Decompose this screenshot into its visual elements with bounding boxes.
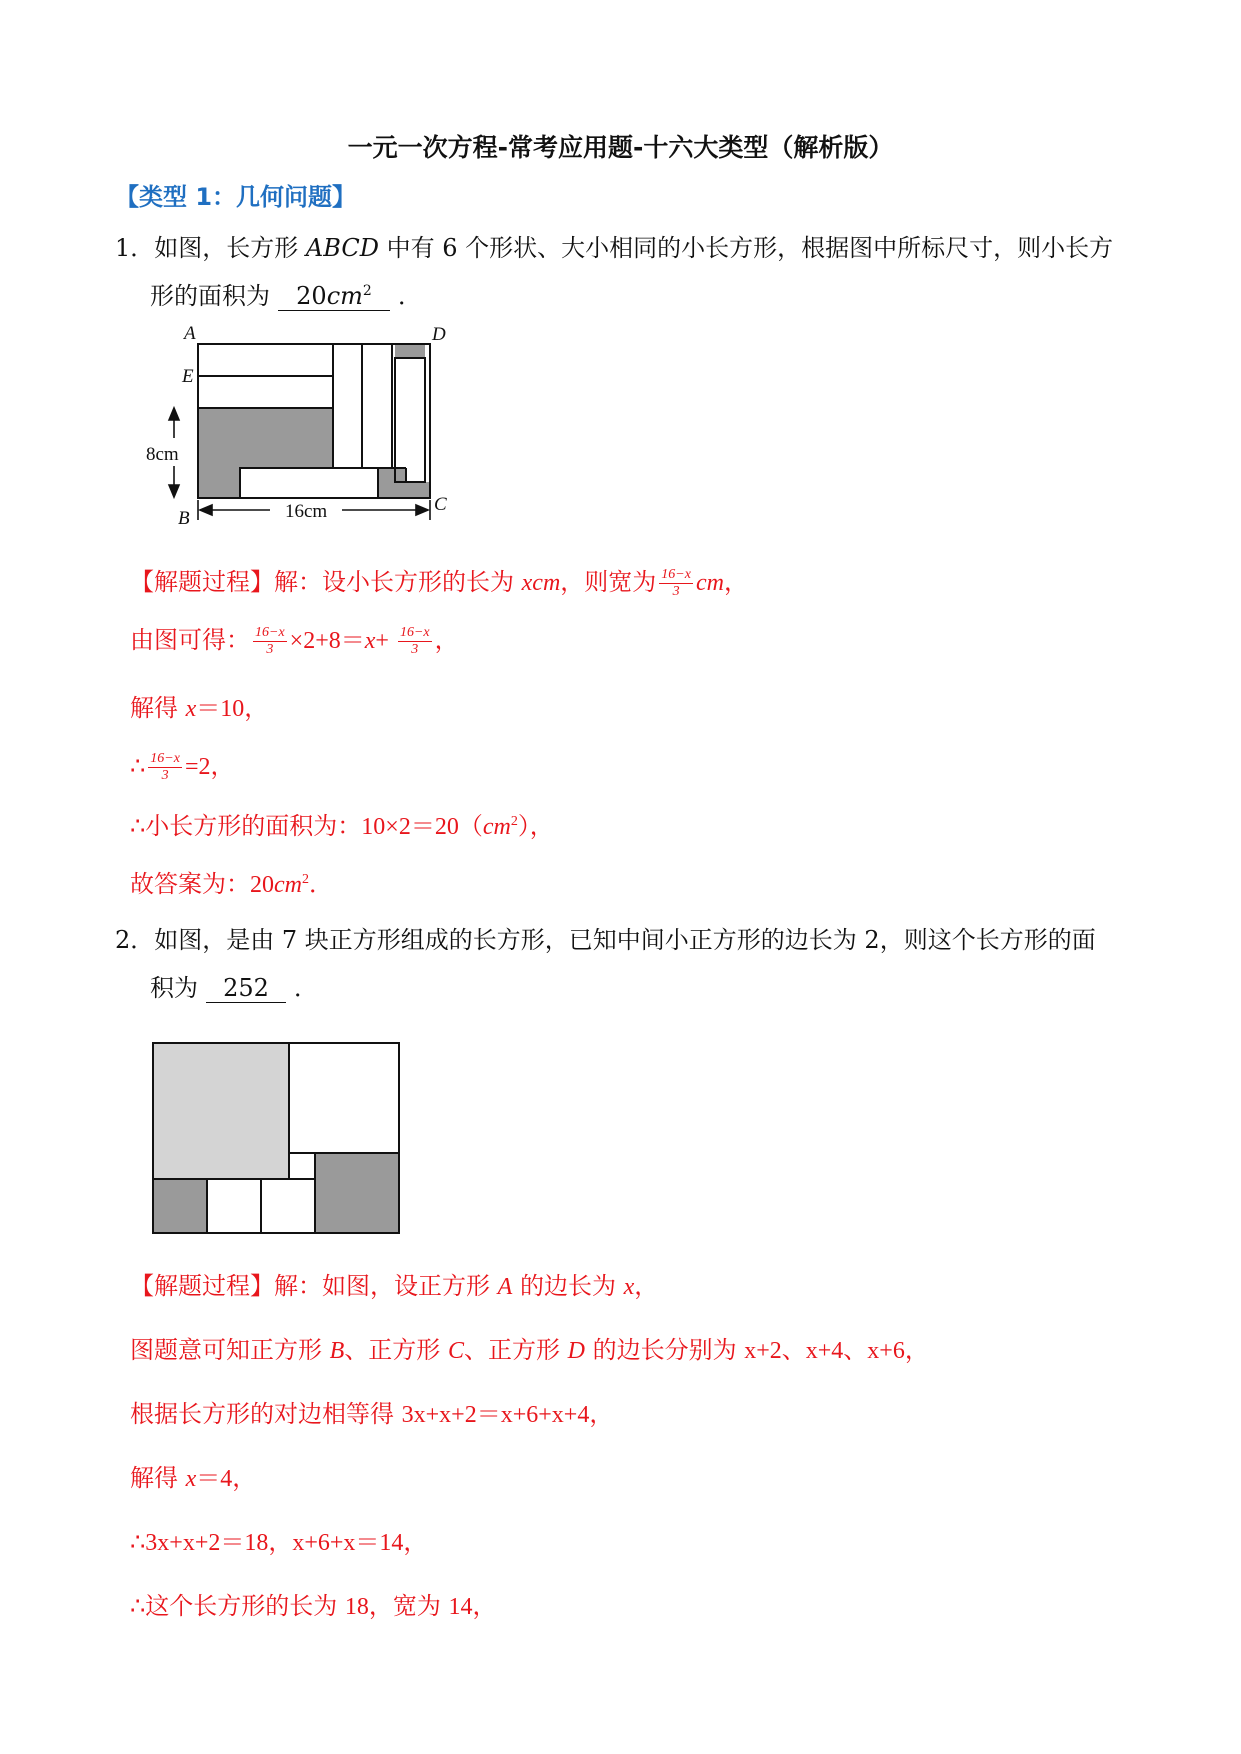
q1-sol2-plus: + [375,628,395,654]
q1-sol4-frac-num: 16−x [150,750,180,766]
q1-label-c: C [434,494,447,515]
q2-sol1-a: A [497,1274,513,1300]
q2-sol5-end: ， [403,1528,428,1556]
q1-text-a: 如图，长方形 [154,234,306,262]
q1-sol-line2 [130,620,459,658]
q1-figure [140,320,460,530]
q1-sol6-val: 20 [250,872,274,898]
q2-text: 如图，是由 7 块正方形组成的长方形，已知中间小正方形的边长为 2，则这个长方形的面 [154,926,1096,954]
q1-line2-text: 形的面积为 [150,282,270,310]
q2-sol4-end: ， [232,1464,257,1492]
q2-sol3-prefix: 根据长方形的对边相等得 [130,1400,402,1428]
q2-sol5-therefore: ∴ [130,1528,146,1556]
q1-sol4-val: =2 [184,754,211,780]
q1-sol2-prefix: 由图可得： [130,626,250,654]
q1-answer-exp: 2 [362,283,372,299]
q1-sol3-prefix: 解得 [130,694,186,722]
q2-sol2-s2: 、正方形 [463,1336,568,1364]
q1-sol2-x: x [364,628,376,654]
q1-sol2-frac-b-den: 3 [411,641,419,657]
q2-sol3-eq: 3x+x+2＝x+6+x+4 [401,1402,590,1428]
q1-sol-line4 [130,746,235,784]
q1-sol4-end: ， [210,752,235,780]
q1-sol3-val: ＝10 [196,696,245,722]
q2-sol2-vals: x+2、x+4、x+6 [744,1338,905,1364]
q2-sol4-val: ＝4 [196,1466,233,1492]
q1-sol-line3 [130,688,268,723]
q2-line2 [150,968,318,1003]
q1-sol-line1 [130,562,748,600]
q2-sol2-c: C [447,1338,464,1364]
q1-line2 [150,276,422,311]
q1-sol1-mid: ，则宽为 [560,568,657,596]
q1-sol6-unit: cm [274,872,302,898]
q1-text-b: 中有 6 个形状、大小相同的小长方形，根据图中所标尺寸，则小长方 [378,234,1114,262]
q2-sol2-s3: 的边长分别为 [584,1336,745,1364]
q2-sol2-s1: 、正方形 [344,1336,448,1364]
q1-sol5-prefix: ∴小长方形的面积为： [130,812,362,840]
q1-sol2-end: ， [434,626,459,654]
q2-square-a [153,1043,289,1179]
q1-abcd: ABCD [305,234,379,262]
q1-label-b: B [178,508,190,529]
q1-sol-line5 [130,806,554,841]
q2-answer-blank: 252 [206,974,286,1003]
q1-answer-num: 20 [296,282,327,310]
q1-label-e: E [182,366,194,387]
q1-sol2-frac-a-num: 16−x [255,624,285,640]
q2-sol2-end: ， [904,1336,929,1364]
q1-label-width: 16cm [285,501,328,522]
q1-line1 [115,228,1113,263]
q1-end: ． [398,282,422,310]
q1-label-a: A [184,323,196,344]
q1-sol6-prefix: 故答案为： [130,870,250,898]
q1-sol5-end: ）， [517,812,554,840]
q2-sol6-prefix: ∴这个长方形的长为 [130,1592,345,1620]
q1-sol1-frac-den: 3 [672,583,680,599]
q1-sol6-end: ． [308,870,333,898]
q1-sol2-frac-a-den: 3 [266,641,274,657]
q1-sol2-frac-b [398,625,432,658]
q1-shade-top-right [395,344,425,358]
q2-sol5-eq: 3x+x+2＝18，x+6+x＝14 [145,1530,404,1556]
q2-sol-line4 [130,1458,256,1493]
q2-sol-line5 [130,1522,427,1557]
q2-square-right-bottom [315,1153,399,1233]
q1-sol2-frac-b-num: 16−x [399,624,430,640]
q1-sol1-cm: cm [695,570,724,596]
q2-square-center [289,1153,315,1179]
q1-sol1-frac [659,567,693,600]
q2-end: ． [294,974,318,1002]
q1-sol1-end: ， [723,568,748,596]
q1-sol1-x: xcm [521,570,561,596]
q2-line2-text: 积为 [150,974,198,1002]
q2-line1 [115,920,1096,955]
q2-square-bottom-3 [261,1179,315,1233]
q2-sol-line1 [130,1266,658,1301]
q2-sol6-len: 18 [344,1594,369,1620]
q2-sol2-d: D [567,1338,585,1364]
q2-sol1-prefix: 【解题过程】解：如图，设正方形 [130,1272,498,1300]
q2-sol1-mid: 的边长为 [512,1272,624,1300]
q2-square-bottom-1 [153,1179,207,1233]
q2-sol4-x: x [185,1466,197,1492]
q2-sol2-b: B [329,1338,345,1364]
q1-label-d: D [432,324,446,345]
q1-sol2-frac-a [253,625,287,658]
q2-figure [150,1040,404,1236]
q1-sol4-frac [148,751,182,784]
type-1-heading: 【类型 1：几何问题】 [115,183,357,211]
q2-sol6-end: ， [472,1592,497,1620]
q1-sol5-unit: cm [482,814,511,840]
q1-number: 1． [115,234,155,262]
q2-sol6-mid: ，宽为 [368,1592,449,1620]
q2-sol1-x: x [623,1274,635,1300]
q2-square-top-right [289,1043,399,1153]
q1-sol5-val: 10×2＝20（ [361,814,483,840]
q1-sol2-mid: ×2+8＝ [289,628,365,654]
q1-answer-unit: cm [326,282,363,310]
q1-sol1-prefix: 【解题过程】解：设小长方形的长为 [130,568,522,596]
q1-sol4-frac-den: 3 [161,767,169,783]
page-title: 一元一次方程-常考应用题-十六大类型（解析版） [347,133,894,162]
q2-sol4-prefix: 解得 [130,1464,186,1492]
q2-sol2-prefix: 图题意可知正方形 [130,1336,330,1364]
q2-sol-line3 [130,1394,613,1429]
q1-sol3-end: ， [244,694,269,722]
q2-sol-line2 [130,1330,929,1365]
q2-number: 2． [115,926,155,954]
q2-sol1-end: ， [634,1272,659,1300]
q2-sol-line6 [130,1586,497,1621]
q1-shade-left [198,408,333,498]
q2-square-bottom-2 [207,1179,261,1233]
q2-sol3-end: ， [589,1400,614,1428]
q1-sol-line6 [130,864,333,899]
q1-sol4-therefore: ∴ [130,752,146,780]
q1-sol6-exp: 2 [301,872,309,887]
q1-sol3-x: x [185,696,197,722]
q1-label-height: 8cm [146,444,179,465]
q1-sol1-frac-num: 16−x [661,566,691,582]
q2-sol6-wid: 14 [448,1594,473,1620]
q1-answer-blank [278,282,390,311]
q1-sol5-exp: 2 [510,814,518,829]
